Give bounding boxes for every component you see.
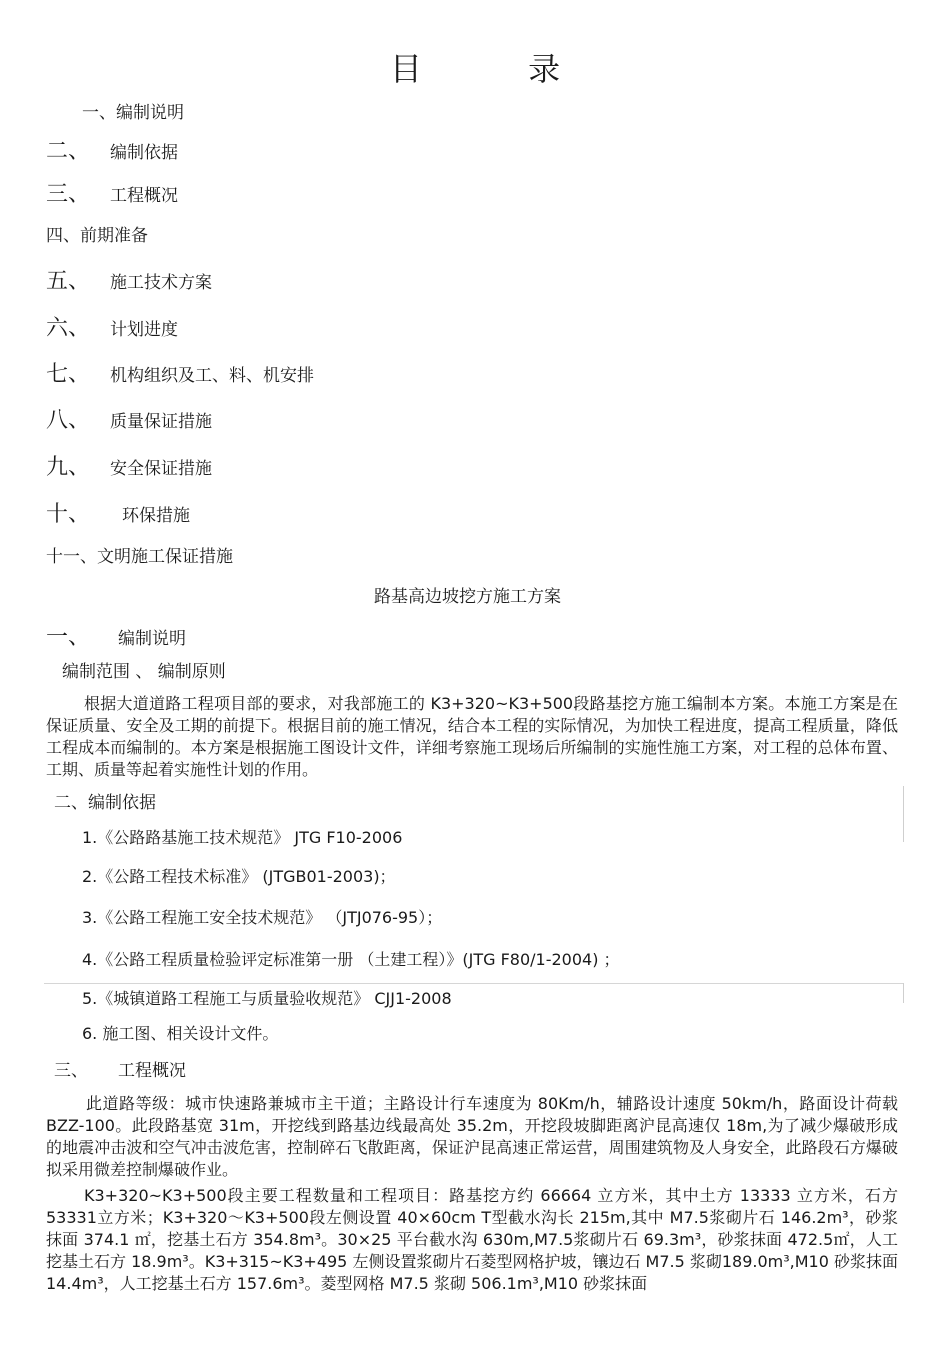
section1-paragraph: 根据大道道路工程项目部的要求，对我部施工的 K3+320~K3+500段路基挖方施工编制本方案。本施工方案是在保证质量、安全及工期的前提下。根据目前的施工情况，结合本工程的实际情况，为加快工程进度，提高工程质量，降低工程成本而编制的。本方案是根据施工图设计文件，详细考察施工现场后所编制的实施性施工方案，对工程的总体布置、工期、质量等起着实施性计划的作用。: [46, 694, 898, 779]
toc-item-num: 十、: [46, 502, 91, 527]
page-edge-line: [903, 786, 904, 842]
toc-item-3[interactable]: [46, 177, 178, 208]
toc-item-6[interactable]: [46, 311, 178, 342]
divider-line: [44, 983, 904, 984]
toc-item-num: 一、: [82, 103, 116, 123]
section3-heading-num: 三、: [54, 1061, 88, 1081]
toc-item-label: 前期准备: [80, 226, 148, 246]
section3-paragraph-2: K3+320~K3+500段主要工程数量和工程项目：路基挖方约 66664 立方米，其中土方 13333 立方米，石方 53331立方米；K3+320～K3+500段左侧设置 40×60cm T型截水沟长 215m,其中 M7.5浆砌片石 146.2m³，砂浆抹面 374.1 ㎡，挖基土石方 354.8m³。30×25 平台截水沟 630m,M7.5浆砌片石 69.3m³，砂浆抹面 472.5㎡，人工挖基土石方 18.9m³。K3+315~K3+495 左侧设置浆砌片石菱型网格护坡，镶边石 M7.5 浆砌189.0m³,M10 砂浆抹面 14.4m³，人工挖基土石方 157.6m³。菱型网格 M7.5 浆砌 506.1m³,M10 砂浆抹面: [46, 1186, 898, 1293]
toc-item-4[interactable]: [46, 221, 148, 246]
toc-item-num: 七、: [46, 362, 91, 387]
toc-item-num: 四、: [46, 226, 80, 246]
toc-item-label: 施工技术方案: [110, 273, 213, 293]
toc-item-11[interactable]: [46, 542, 233, 567]
toc-item-num: 二、: [46, 139, 91, 164]
section1-subheading: 编制范围 、 编制原则: [62, 662, 226, 682]
section2-heading: 二、编制依据: [54, 793, 156, 813]
toc-item-num: 十一、: [46, 547, 97, 567]
section3-paragraph-1: 此道路等级：城市快速路兼城市主干道；主路设计行车速度为 80Km/h，辅路设计速度 50km/h，路面设计荷载 BZZ-100。此段路基宽 31m，开挖线到路基边线最高处 35.2m，开挖段坡脚距离沪昆高速仅 18m,为了减少爆破形成的地震冲击波和空气冲击波危害，控制碎石飞散距离，保证沪昆高速正常运营，周围建筑物及人身安全，此路段石方爆破拟采用微差控制爆破作业。: [46, 1094, 898, 1179]
toc-item-label: 质量保证措施: [110, 412, 213, 432]
toc-item-num: 三、: [46, 182, 91, 207]
toc-item-label: 计划进度: [110, 320, 179, 340]
toc-item-num: 六、: [46, 316, 91, 341]
toc-item-label: 机构组织及工、料、机安排: [110, 366, 315, 386]
toc-item-5[interactable]: [46, 264, 212, 295]
toc-item-8[interactable]: [46, 403, 212, 434]
toc-item-label: 编制依据: [110, 143, 179, 163]
reference-item-3: 3.《公路工程施工安全技术规范》 （JTJ076-95）；: [82, 908, 443, 927]
section3-heading: [54, 1056, 186, 1081]
reference-item-2: 2.《公路工程技术标准》 (JTGB01-2003)；: [82, 867, 396, 886]
toc-item-label: 文明施工保证措施: [97, 547, 233, 567]
toc-item-10[interactable]: [46, 497, 190, 528]
section1-heading: [46, 620, 186, 651]
toc-title: 目 录: [389, 50, 609, 88]
toc-item-2[interactable]: [46, 134, 178, 165]
section3-heading-text: 工程概况: [118, 1061, 186, 1081]
reference-item-1: 1.《公路路基施工技术规范》 JTG F10-2006: [82, 828, 403, 847]
page-edge-line: [903, 983, 904, 1003]
reference-item-4: 4.《公路工程质量检验评定标准第一册 （土建工程）》(JTG F80/1-2004) ；: [82, 950, 620, 969]
document-title: 路基高边坡挖方施工方案: [374, 587, 561, 607]
toc-item-1[interactable]: [82, 98, 184, 123]
toc-item-7[interactable]: [46, 357, 314, 388]
toc-item-num: 五、: [46, 269, 91, 294]
section1-heading-text: 编制说明: [118, 629, 187, 649]
toc-item-label: 工程概况: [110, 186, 179, 206]
toc-item-label: 安全保证措施: [110, 459, 213, 479]
toc-item-label: 环保措施: [122, 506, 191, 526]
toc-item-label: 编制说明: [116, 103, 184, 123]
toc-item-num: 八、: [46, 408, 91, 433]
reference-item-5: 5.《城镇道路工程施工与质量验收规范》 CJJ1-2008: [82, 989, 452, 1008]
toc-item-9[interactable]: [46, 450, 212, 481]
section1-heading-num: 一、: [46, 625, 91, 650]
reference-item-6: 6. 施工图、相关设计文件。: [82, 1024, 279, 1043]
toc-item-num: 九、: [46, 455, 91, 480]
